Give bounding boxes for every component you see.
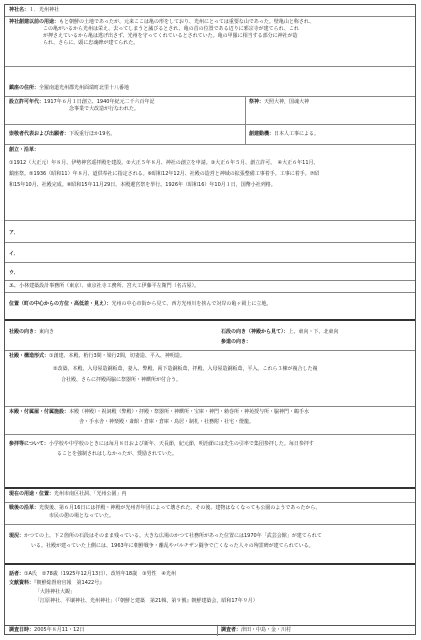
item-e-value: 小林建築設計事務所（東京）、東京社寺工務所、宮大工伊藤平左衛門（名古屋）。 — [19, 283, 200, 289]
reference-1: 『朝鮮総督府官報 第1422号』 — [34, 580, 105, 586]
present-label: 現況： — [9, 533, 25, 539]
survey-date-cell — [5, 626, 217, 636]
current-value: 光州市南区社洞、「光州公園」内 — [54, 491, 127, 497]
footer-row — [5, 626, 415, 636]
deity-cell — [245, 97, 415, 124]
postwar-line-2: 市民の憩の場となっていた。 — [49, 513, 115, 519]
permit-cell — [5, 97, 245, 124]
approach-direction-label: 参道の向き： — [221, 339, 252, 345]
worship-line-2: ることを強制されはしなかったが、奨励されていた。 — [57, 451, 178, 457]
origin-line-2: この亀がいるから光州は栄え、去ってしまうと滅びるとされ、亀の首の位置である辺りに邪宗寺が建てられ、これ — [43, 26, 299, 32]
representative-value: 下坂重行ほか19名。 — [69, 131, 116, 137]
facing-label: 社殿の向き： — [9, 329, 40, 335]
buildings-line-1: ①創建、本殿、桁行3間・梁行2間，切妻造、平入、神明造。 — [49, 353, 185, 359]
sources-row — [5, 565, 415, 626]
facilities-row — [5, 407, 415, 435]
survey-date-value: 2005年８月11・12日 — [34, 627, 85, 633]
history-line-3: 和15年10月、社殿完成。⑧昭和15年11月29日、本殿遷宮祭を挙行。1926年（昭和16）年10月１日，国幣小社列格。 — [9, 182, 276, 188]
history-row — [5, 145, 415, 221]
worship-line-1: 小学校や中学校のときには毎月８日および新年、天長節，紀元節，明治節には先生の引率で集団参拝した。毎日参拝す — [48, 441, 314, 447]
representative-row — [5, 125, 415, 145]
history-line-1: ①1912（大正元）年８月、伊勢神宮遥拝殿を建設。②大正５年８月、神社の創立を申請。③大正６年５月、創立許可。 ④大正６年11月、 — [9, 160, 319, 166]
reference-2: 「大陸神社大観」 — [35, 589, 76, 595]
location-row — [5, 67, 415, 97]
item-i-row — [5, 243, 415, 263]
postwar-line-1: 光復後、第６月16日には拝殿・神殿が光州青年団によって壊された。その後、建物はなくなっても公園のようであったから、 — [39, 505, 321, 511]
references-label: 文献資料： — [9, 580, 35, 586]
facilities-line-1: 本殿（神殿）・祝詞殿（弊殿）・拝殿・祭器所・神饌所・宝庫・神門・勅巻所・神苑授与所・脇神門・鶴手水 — [69, 409, 310, 415]
speaker-label: 話者： — [9, 571, 25, 577]
permit-row — [5, 97, 415, 125]
permit-label: 設立許可年代： — [9, 99, 45, 105]
researchers-value: 津田・中島・金・川村 — [241, 627, 292, 633]
motive-cell — [245, 125, 415, 144]
item-a-row — [5, 221, 415, 243]
current-row — [5, 489, 415, 503]
worship-row — [5, 435, 415, 489]
origin-row — [5, 17, 415, 67]
location-label: 鎮座の住所： — [9, 85, 40, 91]
record-sheet — [4, 4, 416, 635]
facing-row — [5, 321, 415, 351]
reference-3: 「江原神社、平壌神社、光州神社」（『朝鮮と建築 第21輯，第９號』朝鮮建築会，昭和17年９月） — [35, 598, 258, 604]
origin-line-1: もと朝鮮の土地であったが、元来ここは亀の形をしており、光州にとっては重要な山であった。壁亀山と称され、 — [59, 19, 315, 25]
item-u-label: ウ． — [9, 270, 19, 276]
buildings-line-3: 合社殿、さらに拝殿両脇に祭器所・神饌所が付合う。 — [61, 377, 182, 383]
permit-line-1: 1917年６月１日創立、1940年紀元二千六百年記 — [44, 99, 155, 105]
position-value: 光州の中心市街から見て、西方光州川を挟んで対岸の亀ヶ岡上に立地。 — [111, 301, 272, 307]
shrine-name-label: 神社名： — [9, 7, 30, 13]
stairs-direction-value: 上、東向・下、北東向 — [288, 329, 339, 335]
postwar-row — [5, 503, 415, 525]
facilities-line-2: 舎・手水舎・神楽殿・斎館・倉庫・倉庫・鳥居・制札・社務附・社宅・燈籠。 — [79, 419, 255, 425]
representative-label: 崇敬者代表および出願者： — [9, 131, 70, 137]
buildings-label: 社殿・構造形式： — [9, 353, 50, 359]
shrine-name-row — [5, 5, 415, 17]
stairs-direction-label: 石段の向き（神殿から見て）： — [221, 329, 289, 335]
item-a-label: ア． — [9, 230, 19, 236]
history-label: 創立・沿革： — [9, 147, 40, 153]
origin-line-3: が押さえているから亀は逃げ出さず、光州を守ってくれているとされていた。亀の甲羅に相当する部分に神社が造 — [43, 33, 298, 39]
item-i-label: イ． — [9, 251, 19, 257]
researchers-cell — [217, 626, 415, 636]
current-label: 現在の用途・位置： — [9, 491, 55, 497]
position-label: 位置（町の中心からの方位・高低差・見え）： — [9, 301, 112, 307]
buildings-row — [5, 351, 415, 407]
location-value: 全羅南道光州郡光州面瑞町北里十八番地 — [39, 85, 130, 91]
position-row — [5, 293, 415, 321]
item-e-label: エ． — [9, 283, 20, 289]
speaker-value: ①A氏 ②78歳（1925年12月13日）、改姓年18歳 ③男性 ④光州 — [24, 571, 177, 577]
origin-label: 神社創建以前の用途： — [9, 19, 60, 25]
buildings-line-2: ②改築、本殿、入母屋造銅板葺，妻入、弊殿、両下造銅板葺，拝殿、入母屋造銅板葺，平入。これら３棟が複合した複 — [53, 366, 318, 372]
worship-label: 参拝等について： — [9, 441, 49, 447]
present-line-1: かつての上、下２箇所の石段はそのまま残っている。大きな広場のかつて社務所があった位置には1970年「武芸会館」が建てられて — [24, 533, 322, 539]
motive-value: 日本人工事による。 — [274, 131, 320, 137]
shrine-name-value: １．光州神社 — [29, 7, 60, 13]
item-e-row — [5, 281, 415, 293]
history-line-2: 鎮座祭。⑤1936（昭和11）年８月、道供奉社に指定される。⑥昭和12年12月、社殿の造営と神域の拡張整備工事着手。工事に着手。⑦昭 — [9, 171, 320, 177]
stairs-cell — [217, 321, 415, 350]
survey-date-label: 調査日時： — [9, 627, 35, 633]
permit-line-2: 念事業で大改造が行なわれた。 — [69, 106, 140, 112]
researchers-label: 調査者： — [221, 627, 242, 633]
deity-value: 天照大神，国魂大神 — [264, 99, 310, 105]
motive-label: 創建動機： — [249, 131, 275, 137]
representative-cell — [5, 125, 245, 144]
facing-cell — [5, 321, 217, 350]
facilities-label: 本殿・付属屋・付属施設： — [9, 409, 70, 415]
present-row — [5, 525, 415, 565]
postwar-label: 戦後の沿革： — [9, 505, 40, 511]
facing-value: 東向き — [39, 329, 55, 335]
origin-line-4: られ、さらに、頭に忠魂碑が建てられた。 — [43, 40, 139, 46]
deity-label: 祭神： — [249, 99, 265, 105]
present-line-2: いる。社殿が建っていた上側には、1963年に朝鮮戦争・離乱やパルチザン闘争で亡くなった人々の殉霊碑が建てられている。 — [31, 543, 314, 549]
item-u-row — [5, 263, 415, 281]
